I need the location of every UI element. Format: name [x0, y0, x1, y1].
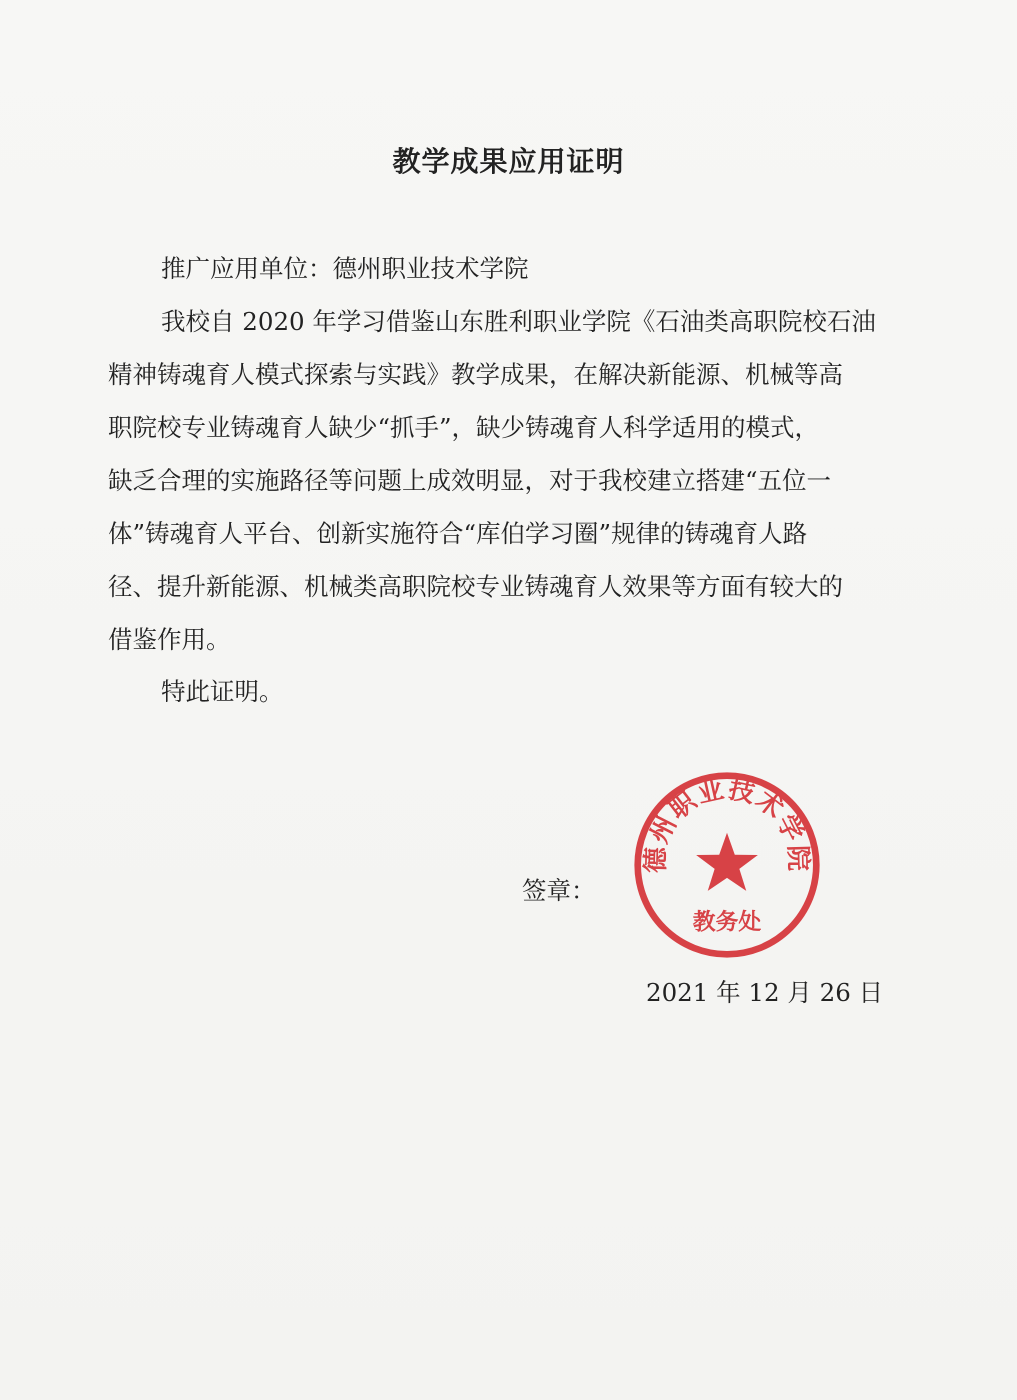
svg-text:教务处: 教务处: [692, 909, 762, 936]
seal-star-icon: [696, 833, 758, 891]
document-date: 2021 年 12 月 26 日: [646, 978, 884, 1007]
svg-text:德州职业技术学院: 德州职业技术学院: [640, 774, 814, 874]
body-line: 职院校专业铸魂育人缺少“抓手”，缺少铸魂育人科学适用的模式，: [108, 413, 820, 442]
body-line: 精神铸魂育人模式探索与实践》教学成果，在解决新能源、机械等高: [108, 360, 843, 389]
body-paragraph: [108, 295, 908, 666]
body-line: 借鉴作用。: [108, 625, 231, 654]
official-seal-stamp: [632, 770, 822, 960]
body-line: 我校自 2020 年学习借鉴山东胜利职业学院《石油类高职院校石油: [161, 307, 876, 336]
closing-line: 特此证明。: [161, 677, 284, 706]
document-title: 教学成果应用证明: [392, 145, 625, 178]
body-line: 径、提升新能源、机械类高职院校专业铸魂育人效果等方面有较大的: [108, 572, 843, 601]
body-line: 缺乏合理的实施路径等问题上成效明显，对于我校建立搭建“五位一: [108, 466, 832, 495]
body-line: 体”铸魂育人平台、创新实施符合“库伯学习圈”规律的铸魂育人路: [108, 519, 808, 548]
signature-label: 签章：: [522, 876, 596, 905]
promotion-unit-line: 推广应用单位：德州职业技术学院: [161, 254, 529, 283]
